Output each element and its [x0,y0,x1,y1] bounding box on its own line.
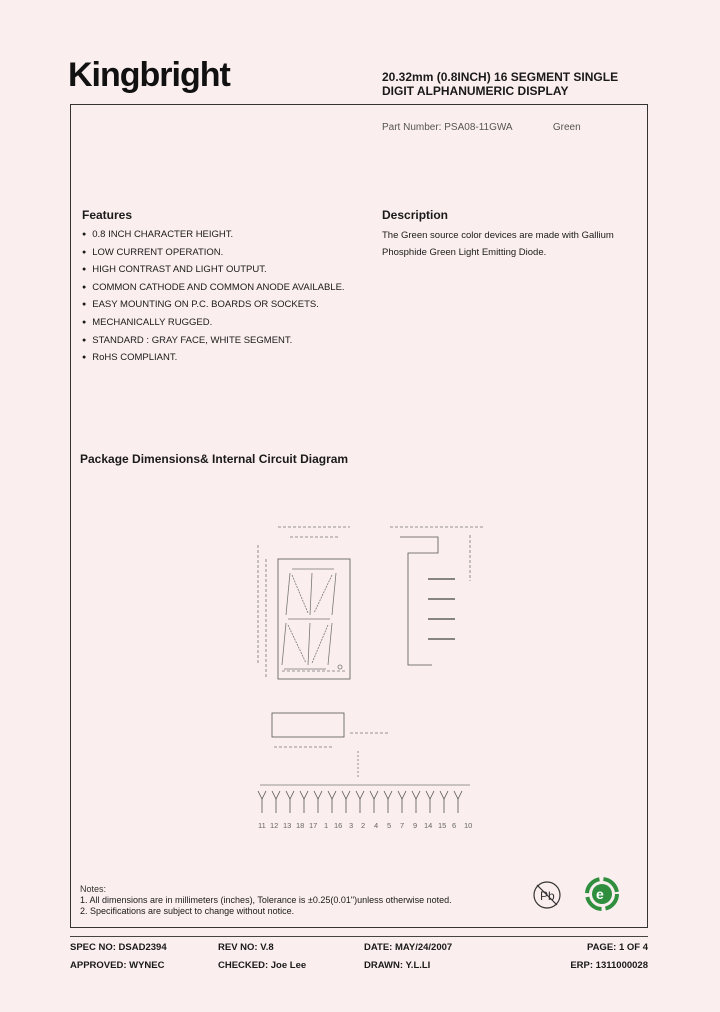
footer-divider [70,936,648,937]
spec-number: SPEC NO: DSAD2394 [70,941,167,953]
features-heading: Features [82,208,133,222]
revision-number: REV NO: V.8 [218,941,274,953]
date: DATE: MAY/24/2007 [364,941,453,953]
kingbright-logo: Kingbright [68,56,230,94]
pb-free-icon [528,878,566,912]
pin-number: 10 [464,821,473,830]
list-item: ● LOW CURRENT OPERATION. [82,245,345,263]
title-line-2: DIGIT ALPHANUMERIC DISPLAY [382,84,569,98]
note-1: 1. All dimensions are in millimeters (inches), Tolerance is ±0.25(0.01")unless otherwise noted. [80,895,452,905]
checked-by: CHECKED: Joe Lee [218,959,307,971]
drawn-by: DRAWN: Y.L.LI [364,959,431,971]
document-title [382,70,642,98]
pin-number: 14 [424,821,433,830]
list-item: ● 0.8 INCH CHARACTER HEIGHT. [82,227,345,245]
pb-label: Pb [540,889,555,903]
footer [70,938,648,974]
notes [80,884,452,917]
page-number: PAGE: 1 OF 4 [586,941,648,953]
pin-number: 3 [349,821,354,830]
part-number: Part Number: PSA08-11GWA [382,122,513,133]
pin-number: 13 [283,821,292,830]
description-text [382,228,632,261]
pin-number: 7 [400,821,405,830]
description-heading: Description [382,208,449,222]
approved-by: APPROVED: WYNEC [70,959,165,971]
list-item: ● COMMON CATHODE AND COMMON ANODE AVAILABLE. [82,280,345,298]
package-drawing [240,515,490,835]
pin-number: 16 [334,821,343,830]
list-item: ● EASY MOUNTING ON P.C. BOARDS OR SOCKETS. [82,297,345,315]
part-number-line [382,122,581,133]
pin-number: 1 [324,821,329,830]
pin-number-row [258,821,472,830]
package-heading: Package Dimensions& Internal Circuit Diagram [80,452,349,466]
list-item: ● RoHS COMPLIANT. [82,350,345,368]
pin-number: 4 [374,821,379,830]
pin-number: 17 [309,821,318,830]
pin-number: 9 [413,821,418,830]
description-line-2: Phosphide Green Light Emitting Diode. [382,246,547,258]
rohs-e-icon [582,874,622,914]
pin-number: 15 [438,821,447,830]
notes-title: Notes: [80,884,107,894]
pin-number: 5 [387,821,392,830]
features-list [82,227,345,368]
pin-number: 12 [270,821,279,830]
source-color: Green [552,122,581,133]
list-item: ● MECHANICALLY RUGGED. [82,315,345,333]
footer-row-2 [70,956,648,974]
footer-row-1 [70,938,648,956]
pin-number: 11 [258,821,266,830]
pin-number: 6 [452,821,457,830]
pin-number: 18 [296,821,305,830]
list-item: ● STANDARD : GRAY FACE, WHITE SEGMENT. [82,333,345,351]
description-line-1: The Green source color devices are made with Gallium [382,230,614,241]
pin-number: 2 [361,821,366,830]
erp-number: ERP: 1311000028 [570,959,648,971]
e-label: e [596,886,604,902]
note-2: 2. Specifications are subject to change without notice. [80,906,295,916]
list-item: ● HIGH CONTRAST AND LIGHT OUTPUT. [82,262,345,280]
title-line-1: 20.32mm (0.8INCH) 16 SEGMENT SINGLE [382,70,619,84]
